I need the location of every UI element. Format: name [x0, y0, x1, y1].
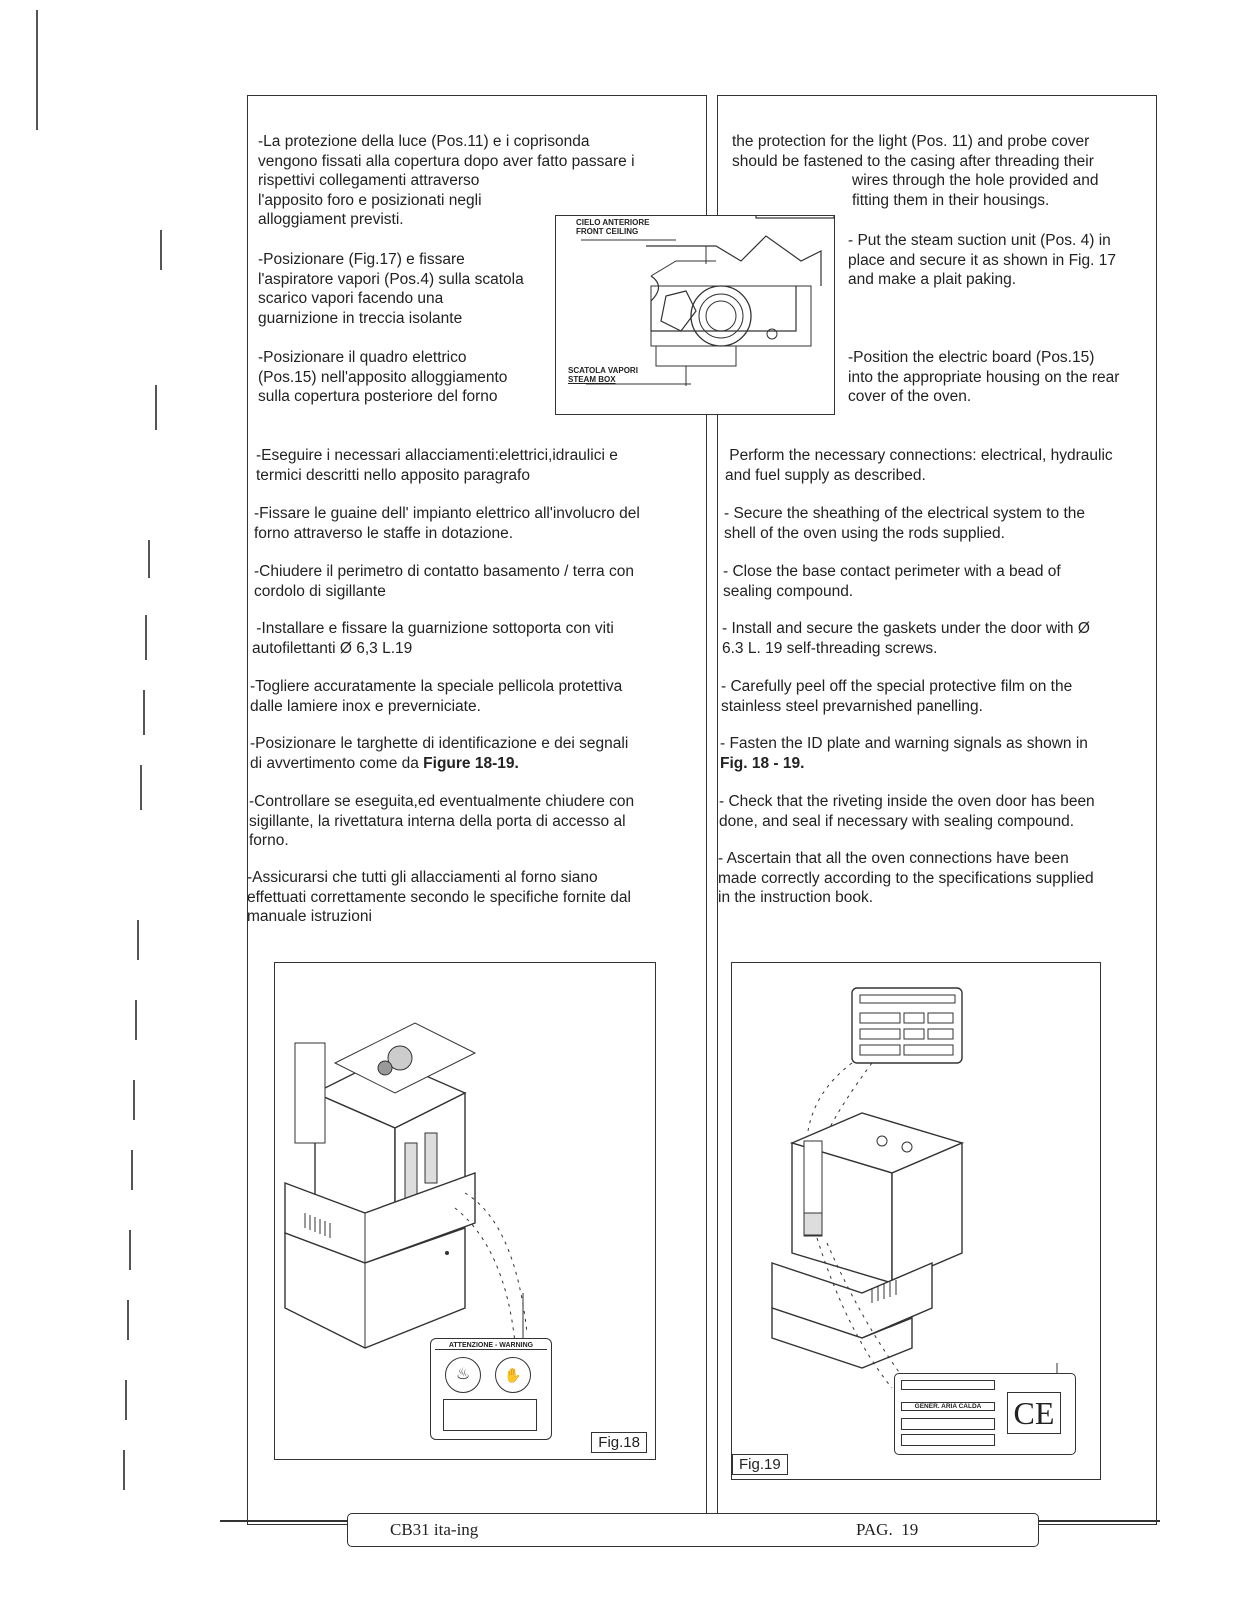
left-paragraph-10: [249, 792, 697, 851]
left-paragraph-2: [258, 250, 558, 328]
text-line: - Close the base contact perimeter with a bead of: [723, 563, 1061, 580]
text-line: wires through the hole provided and: [852, 172, 1099, 189]
right-paragraph-1: [732, 132, 1152, 210]
left-paragraph-11: [247, 868, 697, 927]
warning-text-block: [443, 1399, 537, 1431]
text-line: made correctly according to the specifications supplied: [718, 869, 1094, 887]
text-line: and make a plait paking.: [848, 271, 1017, 288]
left-paragraph-4: [256, 446, 701, 485]
scan-margin-mark: [135, 1000, 137, 1040]
hot-surface-icon: ♨: [445, 1357, 481, 1393]
plate-field: [901, 1418, 995, 1430]
text-line: -La protezione della luce (Pos.11) e i coprisonda: [258, 133, 590, 150]
left-paragraph-3: [258, 348, 558, 407]
left-paragraph-6: [254, 562, 702, 601]
fig17-label-top: [576, 218, 649, 236]
text-line: forno attraverso le staffe in dotazione.: [254, 524, 514, 542]
text-line: sulla copertura posteriore del forno: [258, 388, 498, 405]
text-line: place and secure it as shown in Fig. 17: [848, 251, 1116, 269]
figure-reference: Figure 18-19.: [423, 754, 519, 772]
scan-margin-mark: [140, 765, 142, 810]
ce-mark: CE: [1007, 1392, 1061, 1434]
right-paragraph-7: [722, 619, 1152, 658]
text-line: effettuati correttamente secondo le specifiche fornite dal: [247, 888, 631, 906]
text-span: di avvertimento come da: [250, 754, 424, 772]
steam-unit-drawing: [556, 216, 834, 414]
text-line: cordolo di sigillante: [254, 582, 386, 600]
text-line: -Fissare le guaine dell' impianto elettrico all'involucro del: [254, 505, 640, 522]
text-line: - Install and secure the gaskets under the door with Ø: [722, 620, 1090, 637]
text-line: into the appropriate housing on the rear: [848, 368, 1120, 386]
label-text: STEAM BOX: [568, 375, 616, 384]
fig18-frame: [274, 962, 656, 1460]
text-line: vengono fissati alla copertura dopo aver fatto passare i: [258, 152, 635, 170]
scan-margin-mark: [123, 1450, 125, 1490]
scan-margin-mark: [160, 230, 162, 270]
text-line: manuale istruzioni: [247, 908, 372, 925]
text-line: sigillante, la rivettatura interna della porta di accesso al: [249, 812, 626, 830]
plate-field: [901, 1380, 995, 1390]
scan-margin-mark: [125, 1380, 127, 1420]
figure-reference: Fig. 18 - 19.: [720, 754, 805, 772]
text-line: - Secure the sheathing of the electrical system to the: [724, 505, 1085, 522]
text-line: 6.3 L. 19 self-threading screws.: [722, 639, 938, 657]
text-line: [720, 754, 1150, 774]
text-line: - Put the steam suction unit (Pos. 4) in: [848, 232, 1111, 249]
text-line: alloggiament previsti.: [258, 211, 404, 228]
label-text: CIELO ANTERIORE: [576, 218, 650, 227]
text-line: - Carefully peel off the special protective film on the: [721, 678, 1073, 695]
text-line: cover of the oven.: [848, 388, 972, 405]
left-paragraph-8: [250, 677, 698, 716]
text-line: and fuel supply as described.: [725, 466, 926, 484]
scan-margin-mark: [145, 615, 147, 660]
text-line: Perform the necessary connections: electrical, hydraulic: [725, 447, 1113, 464]
left-paragraph-5: [254, 504, 702, 543]
right-paragraph-6: [723, 562, 1153, 601]
scan-margin-mark: [129, 1230, 131, 1270]
left-paragraph-7: [252, 619, 700, 658]
fig19-frame: [731, 962, 1101, 1480]
text-line: dalle lamiere inox e preverniciate.: [250, 697, 481, 715]
text-line: -Eseguire i necessari allacciamenti:elettrici,idraulici e: [256, 447, 618, 464]
text-line: -Posizionare le targhette di identificazione e dei segnali: [250, 735, 629, 752]
text-line: l'aspiratore vapori (Pos.4) sulla scatola: [258, 270, 524, 288]
text-line: -Togliere accuratamente la speciale pellicola protettiva: [250, 678, 623, 695]
label-text: SCATOLA VAPORI: [568, 366, 638, 375]
footer-document-code: CB31 ita-ing: [390, 1520, 479, 1539]
scan-margin-mark: [148, 540, 150, 578]
scan-margin-mark: [127, 1300, 129, 1340]
text-line: shell of the oven using the rods supplied.: [724, 524, 1005, 542]
text-line: done, and seal if necessary with sealing compound.: [719, 812, 1074, 830]
right-paragraph-11: [718, 849, 1153, 908]
text-line: [250, 754, 698, 774]
text-line: l'apposito foro e posizionati negli: [258, 191, 482, 209]
text-line: should be fastened to the casing after threading their: [732, 152, 1094, 170]
text-line: - Ascertain that all the oven connections have been: [718, 850, 1069, 867]
fig18-label: Fig.18: [591, 1432, 647, 1453]
right-paragraph-10: [719, 792, 1151, 831]
text-line: in the instruction book.: [718, 889, 874, 906]
right-paragraph-8: [721, 677, 1151, 716]
text-line: termici descritti nello apposito paragrafo: [256, 466, 530, 484]
hand-warning-icon: ✋: [495, 1357, 531, 1393]
warning-plate-title: ATTENZIONE - WARNING: [435, 1342, 547, 1350]
text-line: autofilettanti Ø 6,3 L.19: [252, 639, 413, 657]
text-line: guarnizione in treccia isolante: [258, 309, 463, 327]
footer-page-number: PAG. 19: [856, 1520, 919, 1539]
right-paragraph-2: [848, 231, 1153, 290]
text-line: -Chiudere il perimetro di contatto basamento / terra con: [254, 563, 634, 580]
text-line: the protection for the light (Pos. 11) and probe cover: [732, 133, 1090, 150]
scan-margin-mark: [131, 1150, 133, 1190]
fig19-label: Fig.19: [732, 1454, 788, 1475]
right-paragraph-9: [720, 734, 1150, 773]
warning-plate: [430, 1338, 552, 1440]
right-paragraph-3: [848, 348, 1153, 407]
fig17-diagram: [555, 215, 835, 415]
left-paragraph-9: [250, 734, 698, 773]
text-line: -Installare e fissare la guarnizione sottoporta con viti: [252, 620, 614, 637]
right-paragraph-4: [725, 446, 1155, 485]
text-line: rispettivi collegamenti attraverso: [258, 172, 480, 189]
text-line: forno.: [249, 832, 289, 849]
text-line: sealing compound.: [723, 582, 854, 600]
text-line: -Assicurarsi che tutti gli allacciamenti al forno siano: [247, 869, 598, 886]
scan-margin-mark: [155, 385, 157, 430]
label-text: FRONT CEILING: [576, 227, 639, 236]
text-line: - Fasten the ID plate and warning signals as shown in: [720, 735, 1088, 752]
right-paragraph-5: [724, 504, 1154, 543]
text-line: -Posizionare (Fig.17) e fissare: [258, 251, 465, 268]
text-line: (Pos.15) nell'apposito alloggiamento: [258, 368, 508, 386]
plate-field: [901, 1434, 995, 1446]
scan-margin-line: [36, 10, 38, 130]
text-line: fitting them in their housings.: [852, 191, 1050, 209]
plate-heading: GENER. ARIA CALDA: [901, 1402, 995, 1411]
text-line: stainless steel prevarnished panelling.: [721, 697, 983, 715]
scan-margin-mark: [133, 1080, 135, 1120]
text-line: scarico vapori facendo una: [258, 290, 444, 307]
text-line: - Check that the riveting inside the oven door has been: [719, 793, 1095, 810]
scan-margin-mark: [137, 920, 139, 960]
ce-rating-plate: [894, 1373, 1076, 1455]
fig17-label-bottom: [568, 366, 638, 384]
text-line: -Posizionare il quadro elettrico: [258, 349, 467, 366]
text-line: -Controllare se eseguita,ed eventualmente chiudere con: [249, 793, 635, 810]
scan-margin-mark: [143, 690, 145, 735]
text-line: -Position the electric board (Pos.15): [848, 349, 1095, 366]
